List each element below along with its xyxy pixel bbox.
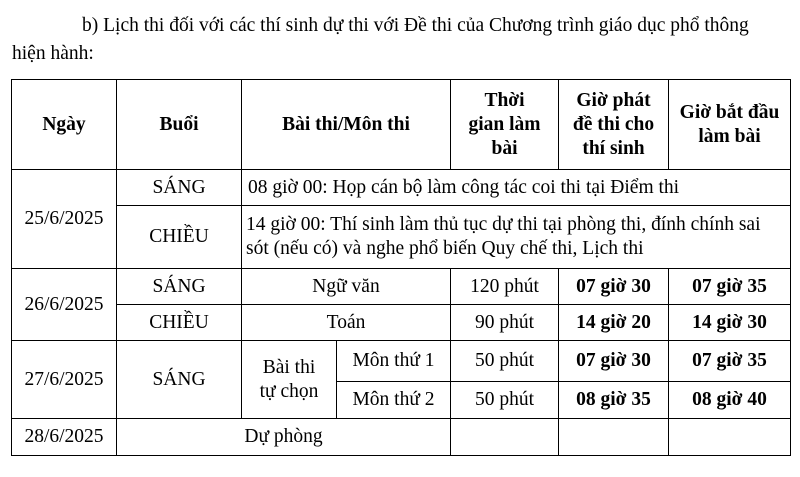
header-buoi: Buổi [117,80,242,170]
start-time-cell: 07 giờ 35 [669,269,791,305]
start-time-cell: 08 giờ 40 [669,382,791,419]
header-row [12,80,791,170]
header-gio-bat-dau: Giờ bắt đầu làm bài [669,80,791,170]
table-row [12,419,791,456]
header-gio-phat: Giờ phát đề thi cho thí sinh [559,80,669,170]
header-bai-thi: Bài thi/Môn thi [242,80,451,170]
duration-cell: 50 phút [451,382,559,419]
date-cell: 26/6/2025 [12,269,117,341]
start-time-cell: 07 giờ 35 [669,341,791,382]
distribution-time-cell: 07 giờ 30 [559,341,669,382]
session-cell: SÁNG [117,170,242,206]
start-time-cell: 14 giờ 30 [669,305,791,341]
empty-cell [451,419,559,456]
subject-cell: Môn thứ 1 [337,341,451,382]
session-cell: CHIỀU [117,206,242,269]
empty-cell [559,419,669,456]
date-cell: 28/6/2025 [12,419,117,456]
table-row [12,170,791,206]
activity-cell: 14 giờ 00: Thí sinh làm thủ tục dự thi tại phòng thi, đính chính sai sót (nếu có) và nghe phổ biến Quy chế thi, Lịch thi [242,206,791,269]
header-thoi-gian: Thời gian làm bài [451,80,559,170]
session-cell: CHIỀU [117,305,242,341]
subject-cell: Môn thứ 2 [337,382,451,419]
session-cell: SÁNG [117,269,242,305]
subject-cell: Ngữ văn [242,269,451,305]
intro-paragraph: b) Lịch thi đối với các thí sinh dự thi với Đề thi của Chương trình giáo dục phổ thông hiện hành: [12,15,749,64]
duration-cell: 90 phút [451,305,559,341]
duration-cell: 50 phút [451,341,559,382]
table-row [12,305,791,341]
distribution-time-cell: 07 giờ 30 [559,269,669,305]
duration-cell: 120 phút [451,269,559,305]
exam-schedule-table [11,79,791,456]
subject-cell: Toán [242,305,451,341]
activity-cell: 08 giờ 00: Họp cán bộ làm công tác coi thi tại Điểm thi [242,170,791,206]
empty-cell [669,419,791,456]
table-row [12,269,791,305]
distribution-time-cell: 14 giờ 20 [559,305,669,341]
date-cell: 27/6/2025 [12,341,117,419]
group-cell: Bài thi tự chọn [242,341,337,419]
reserve-cell: Dự phòng [117,419,451,456]
header-ngay: Ngày [12,80,117,170]
table-row [12,206,791,269]
table-row [12,341,791,382]
date-cell: 25/6/2025 [12,170,117,269]
distribution-time-cell: 08 giờ 35 [559,382,669,419]
session-cell: SÁNG [117,341,242,419]
